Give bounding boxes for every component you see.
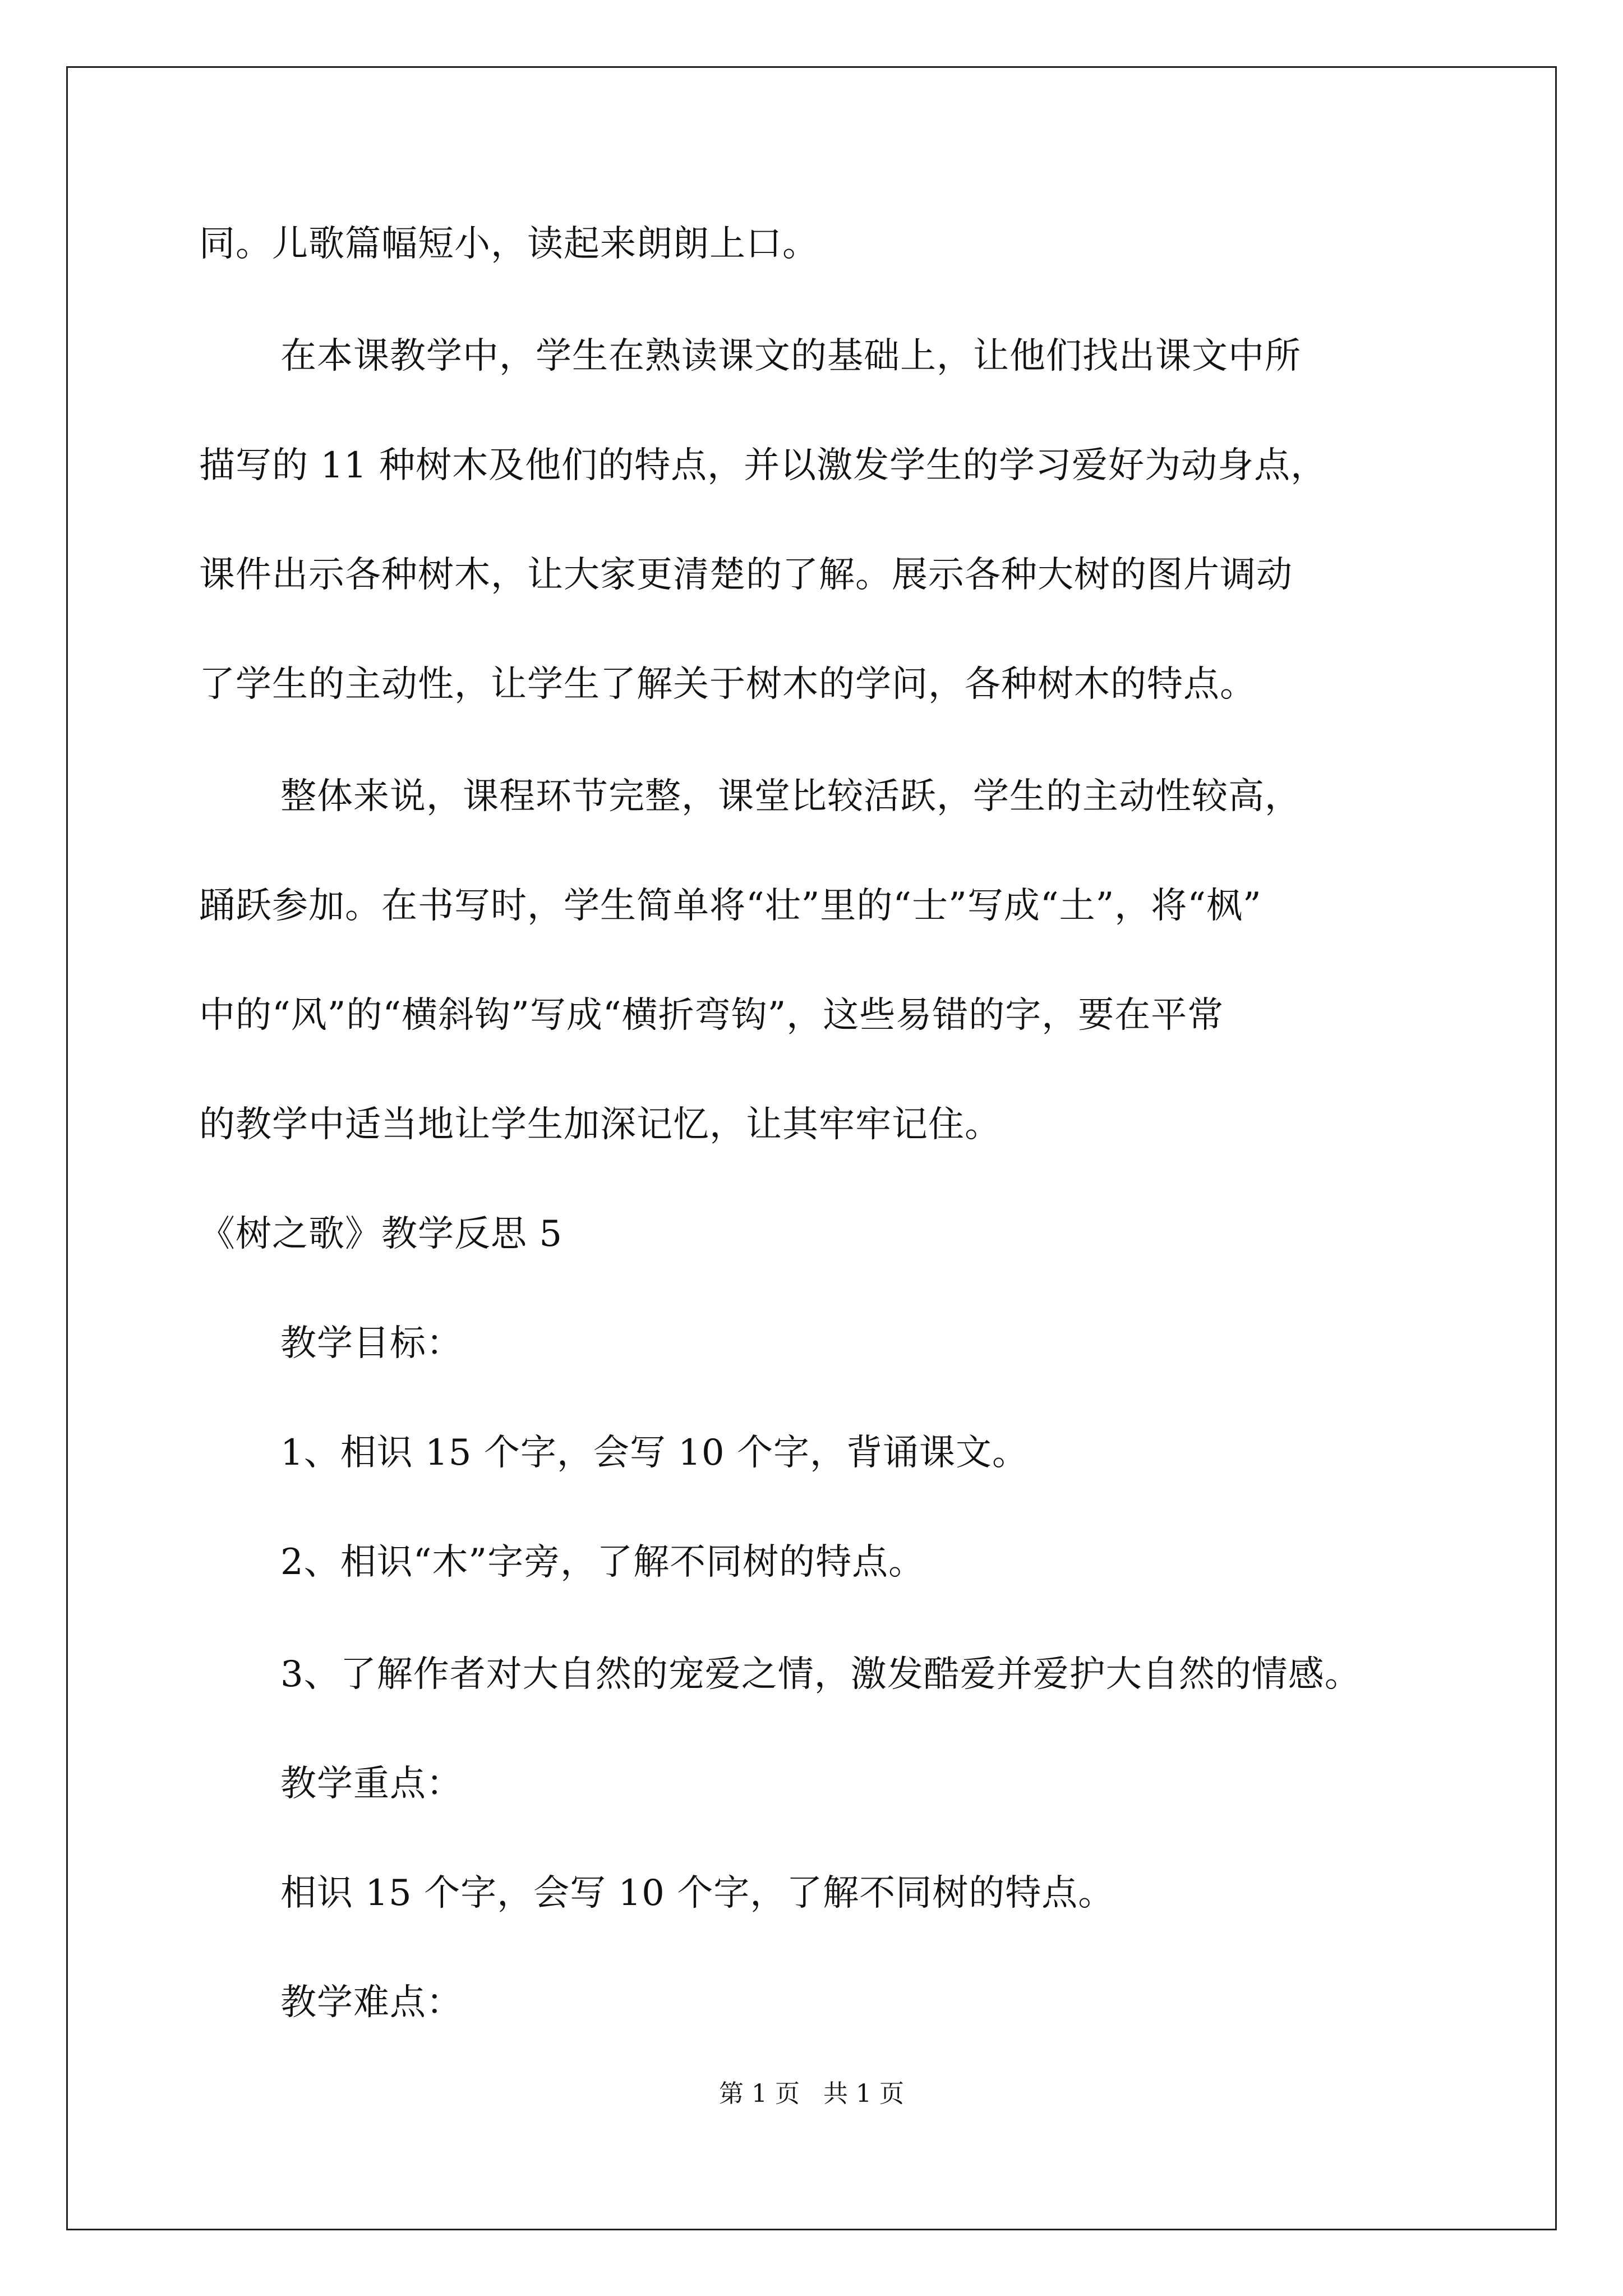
subheading-objectives: 教学目标： bbox=[280, 1323, 463, 1364]
paragraph-line: 同。儿歌篇幅短小，读起来朗朗上口。 bbox=[199, 223, 819, 265]
paragraph-line: 在本课教学中，学生在熟读课文的基础上，让他们找出课文中所 bbox=[280, 335, 1301, 377]
list-item: 3、了解作者对大自然的宠爱之情，激发酷爱并爱护大自然的情感。 bbox=[280, 1654, 1361, 1695]
section-heading: 《树之歌》教学反思 5 bbox=[199, 1213, 563, 1255]
subheading-difficulties: 教学难点： bbox=[280, 1982, 463, 2023]
list-item: 2、相识“木”字旁，了解不同树的特点。 bbox=[280, 1542, 925, 1583]
page-number: 第 1 页 bbox=[719, 2079, 800, 2108]
subheading-key-points: 教学重点： bbox=[280, 1763, 463, 1805]
paragraph-line: 课件出示各种树木，让大家更清楚的了解。展示各种大树的图片调动 bbox=[199, 554, 1293, 596]
paragraph-line: 了学生的主动性，让学生了解关于树木的学问，各种树木的特点。 bbox=[199, 664, 1256, 705]
paragraph-line: 整体来说，课程环节完整，课堂比较活跃，学生的主动性较高， bbox=[280, 776, 1301, 817]
paragraph-line: 相识 15 个字，会写 10 个字，了解不同树的特点。 bbox=[280, 1872, 1115, 1914]
page-footer bbox=[0, 2078, 1623, 2110]
page-total: 共 1 页 bbox=[823, 2079, 904, 2108]
paragraph-line: 中的“风”的“横斜钩”写成“横折弯钩”，这些易错的字，要在平常 bbox=[199, 995, 1224, 1036]
paragraph-line: 描写的 11 种树木及他们的特点，并以激发学生的学习爱好为动身点， bbox=[199, 445, 1327, 486]
paragraph-line: 踊跃参加。在书写时，学生简单将“壮”里的“士”写成“土”，将“枫” bbox=[199, 885, 1262, 927]
paragraph-line: 的教学中适当地让学生加深记忆，让其牢牢记住。 bbox=[199, 1104, 1001, 1145]
list-item: 1、相识 15 个字，会写 10 个字，背诵课文。 bbox=[280, 1432, 1029, 1474]
